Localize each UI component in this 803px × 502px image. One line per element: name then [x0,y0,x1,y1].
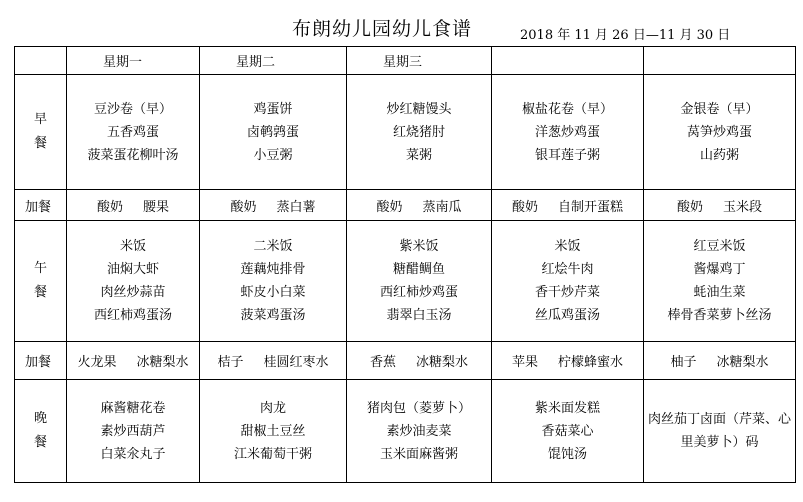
meal-label-char: 午 [33,261,47,276]
dish: 紫米饭 [399,239,439,254]
snack-item: 腰果 [143,199,170,215]
dish: 红烧猪肘 [392,124,445,140]
dish: 鸡蛋饼 [253,101,293,117]
dish: 翡翠白玉汤 [386,308,452,323]
dish: 米饭 [119,239,146,254]
dish: 红烩牛肉 [541,262,594,277]
menu-cell [644,75,796,190]
snack-item: 酸奶 [96,199,123,215]
breakfast-row [15,75,796,190]
dish: 肉龙 [259,400,286,416]
snack-item: 蒸白薯 [276,199,316,215]
dish: 酱爆鸡丁 [693,262,746,277]
dish: 棒骨香菜萝卜丝汤 [667,308,772,323]
snack-item: 自制开蛋糕 [558,199,624,215]
menu-cell [67,221,200,342]
dish: 莴笋炒鸡蛋 [686,124,752,140]
dish: 蚝油生菜 [693,285,746,300]
dish: 洋葱炒鸡蛋 [534,124,600,140]
snack-cell [644,190,796,221]
dish: 玉米面麻酱粥 [379,446,458,462]
meal-label-char: 晚 [33,411,47,426]
dish: 西红柿炒鸡蛋 [379,285,458,300]
dinner-row [15,380,796,483]
snack-item: 柠檬蜂蜜水 [558,355,624,370]
dish: 米饭 [554,239,581,254]
menu-cell [644,221,796,342]
dish: 油焖大虾 [106,262,159,277]
dish: 五香鸡蛋 [106,124,159,140]
dish: 豆沙卷（早） [93,101,172,117]
menu-cell [347,221,492,342]
snack-cell [67,342,200,380]
snack-cell [347,190,492,221]
menu-cell [644,380,796,483]
dish: 紫米面发糕 [534,400,600,416]
dish: 素炒西葫芦 [100,423,166,439]
menu-cell [347,75,492,190]
meal-label-lunch [15,221,67,342]
dish: 菠菜鸡蛋汤 [240,308,306,323]
dish: 糖醋鲷鱼 [392,262,445,277]
snack-cell [492,190,644,221]
snack-cell [200,190,347,221]
menu-table [14,46,796,483]
dish: 二米饭 [253,239,293,254]
snack-item: 冰糖梨水 [716,355,769,370]
menu-cell [200,75,347,190]
dish: 菜粥 [405,147,432,163]
dish: 香菇菜心 [541,423,594,439]
dish: 山药粥 [699,147,739,163]
dish: 白菜氽丸子 [100,446,166,462]
menu-cell [492,380,644,483]
dish: 菠菜蛋花柳叶汤 [87,147,179,163]
snack-cell [347,342,492,380]
menu-cell [200,380,347,483]
corner-cell [15,47,67,75]
dish: 猪肉包（菱萝卜） [366,400,471,416]
dish: 小豆粥 [253,147,293,163]
menu-cell [492,221,644,342]
snack-cell [200,342,347,380]
dish: 香干炒芹菜 [534,285,600,300]
meal-label-char: 餐 [33,136,47,151]
snack-item: 火龙果 [77,355,117,370]
header-row [15,47,796,75]
day-header: 星期二 [200,47,347,75]
dish: 肉丝茄丁卤面（芹菜、心里美萝卜）码 [648,412,792,450]
day-header: 星期一 [67,47,200,75]
snack-item: 蒸南瓜 [422,199,462,215]
dish: 银耳莲子粥 [534,147,600,163]
day-header [492,47,644,75]
dish: 卤鹌鹑蛋 [246,124,299,140]
page-title: 布朗幼儿园幼儿食谱 [292,18,473,40]
snack-pm-row [15,342,796,380]
dish: 麻酱糖花卷 [100,400,166,416]
meal-label-char: 餐 [33,435,47,450]
dish: 椒盐花卷（早） [521,101,613,117]
dish: 莲藕炖排骨 [240,262,306,277]
snack-am-row [15,190,796,221]
dish: 红豆米饭 [693,239,746,254]
snack-cell [644,342,796,380]
menu-cell [67,75,200,190]
dish: 炒红糖馒头 [386,101,452,117]
snack-item: 酸奶 [511,199,538,215]
snack-item: 香蕉 [369,355,396,370]
dish: 肉丝炒蒜苗 [100,285,166,300]
snack-item: 苹果 [511,355,538,370]
meal-label-breakfast [15,75,67,190]
snack-item: 柚子 [670,355,697,370]
snack-cell [492,342,644,380]
menu-cell [347,380,492,483]
dish: 馄饨汤 [547,446,587,462]
day-header: 星期三 [347,47,492,75]
meal-label-char: 早 [33,112,47,127]
dish: 素炒油麦菜 [386,423,452,439]
meal-label-snack-pm: 加餐 [15,342,67,380]
dish: 金银卷（早） [680,101,759,117]
meal-label-dinner [15,380,67,483]
dish: 虾皮小白菜 [240,285,306,300]
snack-item: 桔子 [217,355,244,370]
snack-cell [67,190,200,221]
day-header [644,47,796,75]
dish: 甜椒土豆丝 [240,423,306,439]
snack-item: 酸奶 [376,199,403,215]
dish: 丝瓜鸡蛋汤 [534,308,600,323]
snack-item: 酸奶 [230,199,257,215]
menu-cell [67,380,200,483]
lunch-row [15,221,796,342]
meal-label-snack-am: 加餐 [15,190,67,221]
dish: 江米葡萄干粥 [233,446,312,462]
snack-item: 桂圆红枣水 [263,355,329,370]
menu-cell [200,221,347,342]
snack-item: 玉米段 [723,199,763,215]
date-range: 2018 年 11 月 26 日—11 月 30 日 [520,28,731,43]
snack-item: 冰糖梨水 [136,355,189,370]
dish: 西红柿鸡蛋汤 [93,308,172,323]
meal-label-char: 餐 [33,285,47,300]
snack-item: 冰糖梨水 [416,355,469,370]
menu-cell [492,75,644,190]
snack-item: 酸奶 [676,199,703,215]
